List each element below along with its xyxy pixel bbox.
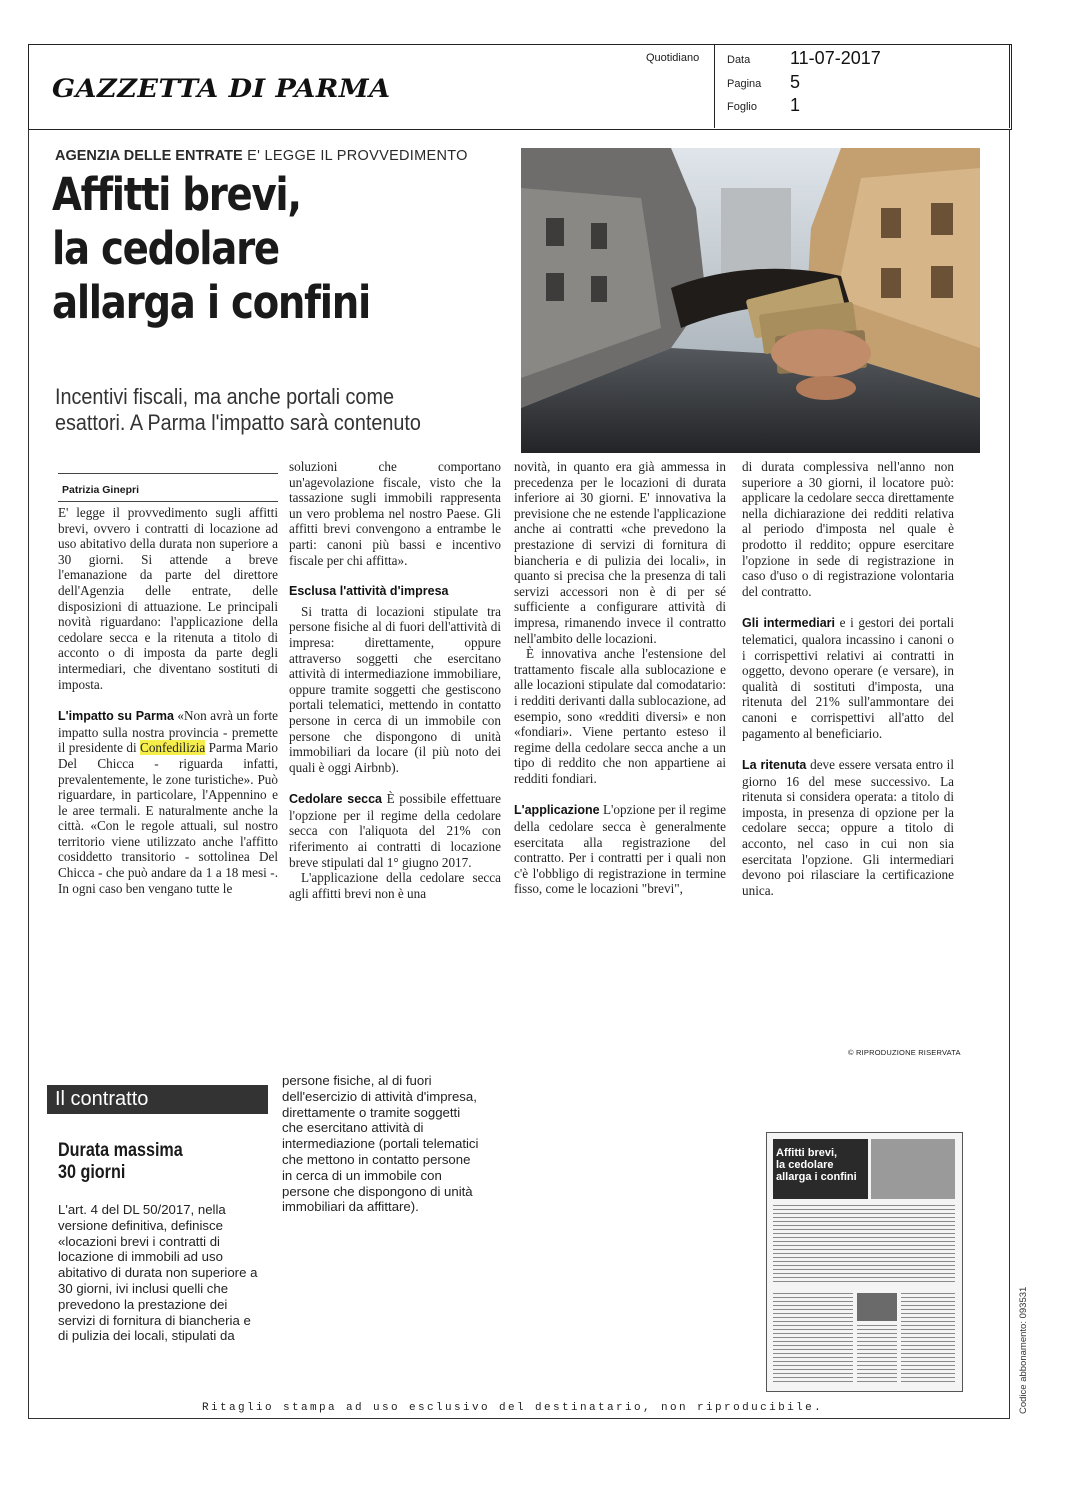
box-text-right: persone fisiche, al di fuori dell'esercizio di attività d'impresa, direttamente o tramite soggetti che esercitano attività di intermediazione (portali telematici che mettono in contatto persone in cerca di un immobile con persone che dispongono di unità immobiliari da affittare). xyxy=(282,1073,479,1215)
highlighted-term: Confedilizia xyxy=(140,740,206,756)
paragraph: novità, in quanto era già ammessa in precedenza per le locazioni di durata inferiore ai 30 giorni. E' innovativa la previsione che ne estende l'applicazione anche ai contratti «che prevedono la prestazione di servizi di fornitura di biancheria e di pulizia dei locali», in quanto si precisa che la presenza di tali servizi accessori non è di per sé sufficiente a configurare attività di impresa, rimanendo invece il contratto nell'ambito delle locazioni. xyxy=(514,459,726,646)
article-column-4 xyxy=(742,459,954,898)
text-run: L'opzione per il regime della cedolare secca è generalmente esercitata alla registrazione del contratto. Per i contratti per i quali non c'è l'obbligo di registrazione in termine fisso, come le locazioni "brevi", xyxy=(514,802,726,897)
date-value: 11-07-2017 xyxy=(790,48,881,68)
thumbnail-text-block xyxy=(773,1205,955,1285)
thumbnail-lower-text xyxy=(773,1293,853,1383)
footer-note: Ritaglio stampa ad uso esclusivo del destinatario, non riproducibile. xyxy=(202,1402,824,1414)
paragraph: di durata complessiva nell'anno non superiore a 30 giorni, il locatore può: applicare la cedolare secca direttamente nella dichiarazione dei redditi relativa al periodo d'imposta nel quale è prodotto il reddito; oppure esercitare l'opzione in sede di registrazione in caso d'uso o di registrazione volontaria del contratto. xyxy=(742,459,954,599)
thumbnail-lower-text-mid xyxy=(857,1325,897,1383)
paragraph: È innovativa anche l'estensione del trattamento fiscale alla sublocazione e alle locazioni stipulate dal comodatario: i redditi derivanti dalla sublocazione, ad esempio, sono «redditi diversi» e non «fondiari». Viene pertanto esteso il regime della cedolare secca anche a un tipo di reddito che non appartiene ai redditi fondiari. xyxy=(514,646,726,786)
kicker-section: AGENZIA DELLE ENTRATE xyxy=(55,148,243,164)
article-column-2 xyxy=(289,459,501,901)
text-run: È possibile effettuare l'opzione per il regime della cedolare secca con l'aliquota del 21% con riferimento ai contratti di locazione breve stipulati dal 1° giugno 2017. xyxy=(289,791,501,870)
box-heading-line: Durata massima xyxy=(58,1140,183,1161)
kicker xyxy=(55,147,468,165)
byline xyxy=(62,484,139,496)
sheet-label: Foglio xyxy=(727,101,757,113)
lead-in: La ritenuta xyxy=(742,758,807,773)
byline-rule xyxy=(58,473,278,474)
lead-in: Cedolare secca xyxy=(289,792,383,807)
thumbnail-photo xyxy=(871,1139,955,1199)
paragraph: Si tratta di locazioni stipulate tra persone fisiche al di fuori dell'attività di impresa: direttamente, oppure attraverso soggetti che esercitano attività di intermediazione immobiliare, oppure tramite soggetti che gestiscono portali telematici, mettendo in contatto persone in cerca di un immobile con persone che dispongono di unità immobiliari da locare (il più noto dei quali è oggi Airbnb). xyxy=(289,603,501,775)
headline-line: Affitti brevi, xyxy=(52,168,301,221)
thumbnail-headline-line: allarga i confini xyxy=(776,1171,857,1183)
box-title: Il contratto xyxy=(47,1085,268,1114)
byline-text: Patrizia Ginepri xyxy=(62,484,140,496)
headline xyxy=(52,168,370,330)
thumbnail-headline-line: la cedolare xyxy=(776,1159,834,1171)
box-heading xyxy=(58,1140,183,1184)
text-run: e i gestori dei portali telematici, qualora incassino i canoni o i corrispettivi relativi ai contratti in oggetto, devono operare (e versare), in qualità di sostituti d'imposta, una ritenuta del 21% sull'ammontare dei canoni e corrispettivi all'atto del pagamento al beneficiario. xyxy=(742,615,954,741)
header-divider-left xyxy=(714,44,715,128)
article-column-1 xyxy=(58,505,278,896)
lead-in: Gli intermediari xyxy=(742,616,836,631)
paragraph xyxy=(514,802,726,897)
paragraph xyxy=(289,791,501,870)
sheet-value: 1 xyxy=(790,95,801,115)
paragraph: L'applicazione della cedolare secca agli affitti brevi non è una xyxy=(289,870,501,901)
article-photo xyxy=(521,148,980,453)
page-label: Pagina xyxy=(727,78,762,90)
thumbnail-lower-photo xyxy=(857,1293,897,1321)
paragraph xyxy=(742,757,954,898)
thumbnail-lower-text-right xyxy=(901,1293,955,1383)
thumbnail-headline-line: Affitti brevi, xyxy=(776,1147,838,1159)
headline-line: allarga i confini xyxy=(52,276,370,329)
page-thumbnail xyxy=(766,1132,963,1392)
box-text-left: L'art. 4 del DL 50/2017, nella versione definitiva, definisce «locazioni brevi i contratti di locazione di immobili ad uso abitativo di durata non superiore a 30 giorni, ivi inclusi quelli che prevedono la prestazione dei servizi di fornitura di biancheria e di pulizia dei locali, stipulati da xyxy=(58,1202,258,1344)
kicker-text: E' LEGGE IL PROVVEDIMENTO xyxy=(247,148,468,164)
deck-line: Incentivi fiscali, ma anche portali come xyxy=(55,384,394,409)
street-photo-illustration xyxy=(521,148,980,453)
masthead: GAZZETTA DI PARMA xyxy=(52,75,391,104)
page-value: 5 xyxy=(790,72,801,92)
thumbnail-headline xyxy=(776,1147,857,1183)
box-heading-line: 30 giorni xyxy=(58,1162,126,1183)
copyright-notice: © RIPRODUZIONE RISERVATA xyxy=(848,1048,961,1057)
subscription-code: Codice abbonamento: 093531 xyxy=(1018,1286,1029,1414)
lead-in: L'applicazione xyxy=(514,803,600,818)
subheading: Esclusa l'attività d'impresa xyxy=(289,584,449,599)
byline-rule-bottom xyxy=(58,501,278,502)
paragraph xyxy=(58,708,278,896)
header-divider-right xyxy=(1009,44,1010,128)
paragraph: soluzioni che comportano un'agevolazione fiscale, visto che la tassazione sugli immobili rappresenta un vero problema nel nostro Paese. Gli affitti brevi convengono a entrambe le parti: canoni più bassi e incentivo fiscale per chi affitta». xyxy=(289,459,501,568)
text-run: Parma Mario Del Chicca - riguarda infatti, prevalentemente, le zone turistiche». Può riguardare, in particolare, l'Appennino e le aree termali. E naturalmente anche la città. «Con le regole attuali, sul nostro territorio viene utilizzato anche l'affitto cosiddetto transitorio - sottolinea Del Chicca - che può andare da 1 a 18 mesi -. In ogni caso ben vengano tutte le xyxy=(58,740,278,896)
text-run: deve essere versata entro il giorno 16 del mese successivo. La ritenuta si considera operata: a titolo di imposta, in presenza di opzione per la cedolare secca; oppure a titolo di acconto, nel caso in cui non sia esercitata l'opzione. Gli intermediari devono poi rilasciare la certificazione unica. xyxy=(742,757,954,898)
paragraph xyxy=(742,615,954,741)
deck-line: esattori. A Parma l'impatto sarà contenuto xyxy=(55,410,421,435)
headline-line: la cedolare xyxy=(52,222,279,275)
article-column-3 xyxy=(514,459,726,897)
lead-in: L'impatto su Parma xyxy=(58,709,174,724)
deck xyxy=(55,384,421,436)
paragraph: E' legge il provvedimento sugli affitti brevi, ovvero i contratti di locazione ad uso abitativo della durata non superiore a 30 giorni. Si attende a breve l'emanazione da parte del direttore dell'Agenzia delle entrate, delle disposizioni di attuazione. Le principali novità riguardano: l'applicazione della cedolare secca e la ritenuta a titolo di acconto o di imposta da parte degli intermediari, che diventano sostituti di imposta. xyxy=(58,505,278,692)
text-run: «Non avrà un forte impatto sulla nostra provincia - premette il presidente di xyxy=(58,708,279,756)
publication-type: Quotidiano xyxy=(646,52,700,64)
date-label: Data xyxy=(727,54,751,66)
